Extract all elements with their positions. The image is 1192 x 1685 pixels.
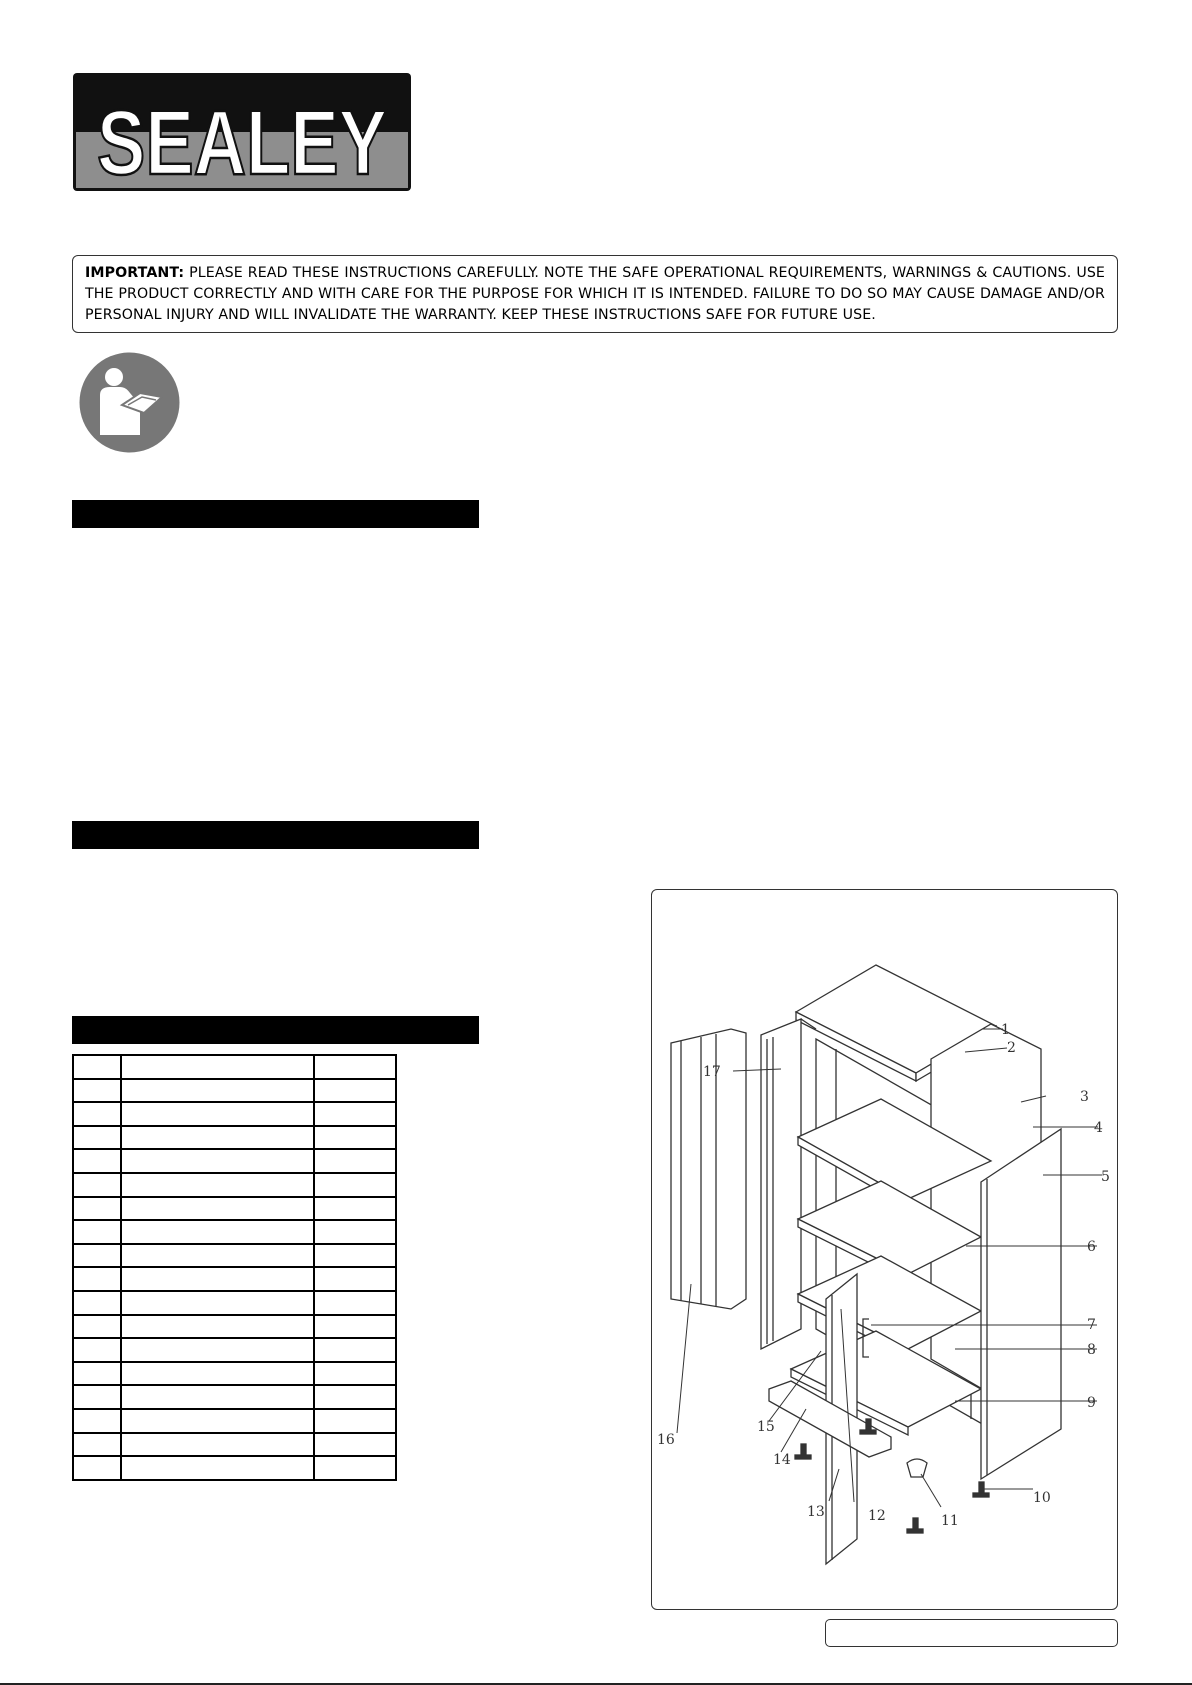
table-cell	[121, 1197, 314, 1221]
table-cell	[314, 1197, 396, 1221]
table-cell	[121, 1126, 314, 1150]
sealey-logo	[72, 72, 412, 192]
table-cell	[121, 1055, 314, 1079]
table-cell	[121, 1267, 314, 1291]
callout-3: 3	[1080, 1089, 1089, 1105]
table-cell	[121, 1244, 314, 1268]
table-cell	[121, 1079, 314, 1103]
section-header-bar-1	[72, 500, 479, 528]
callout-15: 15	[757, 1419, 775, 1435]
callout-2: 2	[1007, 1040, 1016, 1056]
figure-caption-box	[825, 1619, 1118, 1647]
callout-1: 1	[1001, 1022, 1010, 1038]
table-cell	[73, 1079, 121, 1103]
table-cell	[314, 1409, 396, 1433]
callout-11: 11	[941, 1513, 959, 1529]
table-cell	[314, 1362, 396, 1386]
table-cell	[73, 1409, 121, 1433]
callout-9: 9	[1087, 1395, 1096, 1411]
table-cell	[73, 1220, 121, 1244]
table-row	[73, 1338, 396, 1362]
important-label: IMPORTANT:	[85, 265, 185, 281]
table-cell	[121, 1220, 314, 1244]
table-cell	[314, 1126, 396, 1150]
callout-4: 4	[1094, 1120, 1103, 1136]
table-cell	[73, 1433, 121, 1457]
table-cell	[73, 1291, 121, 1315]
table-row	[73, 1244, 396, 1268]
parts-table	[72, 1054, 397, 1481]
table-row	[73, 1173, 396, 1197]
section-header-bar-2	[72, 821, 479, 849]
table-cell	[314, 1079, 396, 1103]
table-row	[73, 1197, 396, 1221]
table-row	[73, 1315, 396, 1339]
table-cell	[121, 1409, 314, 1433]
callout-12: 12	[868, 1508, 886, 1524]
table-cell	[314, 1244, 396, 1268]
table-row	[73, 1385, 396, 1409]
table-cell	[73, 1149, 121, 1173]
table-cell	[314, 1220, 396, 1244]
table-row	[73, 1149, 396, 1173]
table-cell	[314, 1433, 396, 1457]
table-cell	[121, 1102, 314, 1126]
table-row	[73, 1126, 396, 1150]
important-notice	[72, 255, 1118, 333]
table-cell	[121, 1149, 314, 1173]
table-cell	[314, 1456, 396, 1480]
callout-10: 10	[1033, 1490, 1051, 1506]
table-cell	[121, 1456, 314, 1480]
table-cell	[314, 1291, 396, 1315]
table-cell	[314, 1055, 396, 1079]
table-row	[73, 1220, 396, 1244]
table-cell	[314, 1338, 396, 1362]
table-cell	[121, 1173, 314, 1197]
callout-8: 8	[1087, 1342, 1096, 1358]
table-row	[73, 1102, 396, 1126]
table-cell	[314, 1385, 396, 1409]
table-cell	[73, 1102, 121, 1126]
table-cell	[314, 1267, 396, 1291]
table-cell	[121, 1291, 314, 1315]
table-row	[73, 1433, 396, 1457]
table-cell	[73, 1126, 121, 1150]
table-cell	[73, 1338, 121, 1362]
table-cell	[121, 1362, 314, 1386]
table-row	[73, 1362, 396, 1386]
callout-7: 7	[1087, 1317, 1096, 1333]
important-text: PLEASE READ THESE INSTRUCTIONS CAREFULLY. NOTE THE SAFE OPERATIONAL REQUIREMENTS, WARNINGS & CAUTIONS. USE THE PRODUCT CORRECTLY AND WITH CARE FOR THE PURPOSE FOR WHICH IT IS INTENDED. FAILURE TO DO SO MAY CAUSE DAMAGE AND/OR PERSONAL INJURY AND WILL INVALIDATE THE WARRANTY. KEEP THESE INSTRUCTIONS SAFE FOR FUTURE USE.	[85, 265, 1105, 323]
table-cell	[314, 1315, 396, 1339]
section-header-bar-3	[72, 1016, 479, 1044]
table-row	[73, 1055, 396, 1079]
callout-17: 17	[703, 1064, 721, 1080]
callout-6: 6	[1087, 1239, 1096, 1255]
table-cell	[73, 1315, 121, 1339]
callout-13: 13	[807, 1504, 825, 1520]
table-row	[73, 1267, 396, 1291]
table-cell	[73, 1197, 121, 1221]
table-cell	[314, 1149, 396, 1173]
table-cell	[73, 1173, 121, 1197]
table-cell	[73, 1385, 121, 1409]
table-cell	[121, 1338, 314, 1362]
table-row	[73, 1409, 396, 1433]
read-manual-icon	[78, 351, 181, 454]
table-row	[73, 1456, 396, 1480]
table-cell	[314, 1173, 396, 1197]
table-row	[73, 1291, 396, 1315]
table-cell	[121, 1433, 314, 1457]
table-cell	[121, 1315, 314, 1339]
callout-5: 5	[1101, 1169, 1110, 1185]
callout-14: 14	[773, 1452, 791, 1468]
table-row	[73, 1079, 396, 1103]
table-cell	[73, 1362, 121, 1386]
table-cell	[314, 1102, 396, 1126]
table-cell	[73, 1055, 121, 1079]
logo-wordmark: SEALEY	[97, 92, 387, 194]
table-cell	[73, 1267, 121, 1291]
table-cell	[121, 1385, 314, 1409]
exploded-cabinet-diagram	[651, 889, 1118, 1610]
callout-16: 16	[657, 1432, 675, 1448]
table-cell	[73, 1456, 121, 1480]
table-cell	[73, 1244, 121, 1268]
